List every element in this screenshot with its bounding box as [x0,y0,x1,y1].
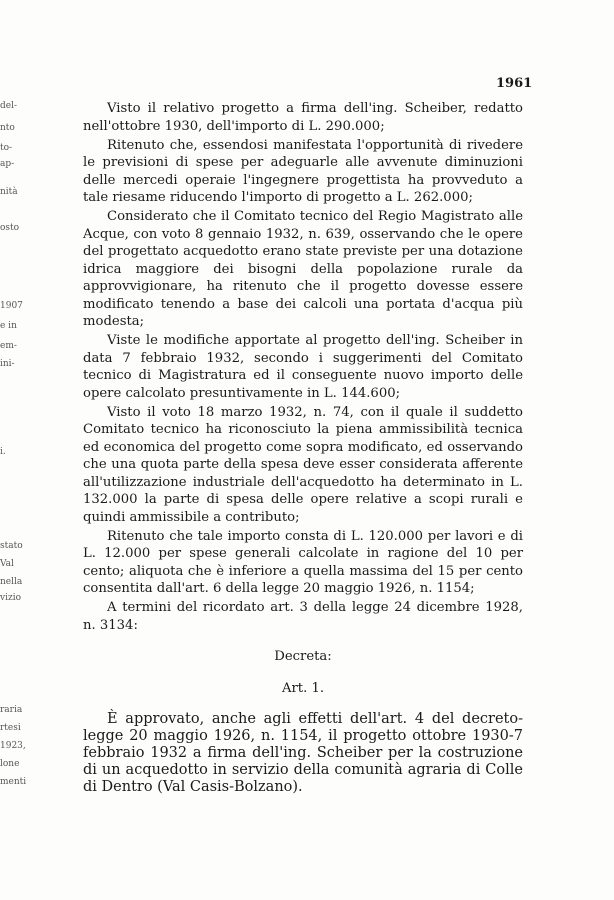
margin-fragment: raria [0,705,23,715]
paragraph: Visto il relativo progetto a firma dell'ing. Scheiber, redatto nell'ottobre 1930, dell'importo di L. 290.000; [83,101,523,134]
margin-fragment: osto [0,223,20,233]
margin-fragment: menti [0,777,27,787]
margin-fragment: nto [0,123,15,133]
margin-fragment: nità [0,187,18,197]
margin-fragment: rtesi [0,723,21,733]
margin-fragment: ini- [0,359,15,369]
margin-fragment: Val [0,559,14,569]
paragraph: A termini del ricordato art. 3 della legge 24 dicembre 1928, n. 3134: [83,600,523,633]
margin-fragment: i. [0,447,6,457]
document-body [83,100,523,798]
margin-fragment: ap- [0,159,15,169]
margin-fragment: 1907 [0,301,23,311]
decreta-heading: Decreta: [274,649,332,664]
margin-fragment: nella [0,577,23,587]
article-heading: Art. 1. [281,680,325,696]
margin-fragment: em- [0,341,17,351]
margin-fragment: del- [0,101,18,111]
page-number: 1961 [496,76,533,91]
margin-fragment: 1923, [0,741,26,751]
margin-fragment: lone [0,759,20,769]
article-text: È approvato, anche agli effetti dell'art. 4 del decreto-legge 20 maggio 1926, n. 1154, il progetto ottobre 1930-7 febbraio 1932 a firma dell'ing. Scheiber per la costruzione di un acquedotto in servizio della comunità agraria di Colle di Dentro (Val Casis-Bolzano). [83,711,523,795]
margin-fragment: e in [0,321,17,331]
paragraph: Ritenuto che tale importo consta di L. 120.000 per lavori e di L. 12.000 per spese generali calcolate in ragione del 10 per cento; aliquota che è inferiore a quella massima del 15 per cento consentita dall'art. 6 della legge 20 maggio 1926, n. 1154; [83,528,523,596]
paragraph: Viste le modifiche apportate al progetto dell'ing. Scheiber in data 7 febbraio 1932, secondo i suggerimenti del Comitato tecnico di Magistratura ed il conseguente nuovo importo delle opere calcolato presuntivamente in L. 144.600; [83,333,523,401]
paragraph: Considerato che il Comitato tecnico del Regio Magistrato alle Acque, con voto 8 gennaio 1932, n. 639, osservando che le opere del progettato acquedotto erano state previste per una dotazione idrica maggiore dei bisogni della popolazione rurale da approvvigionare, ha ritenuto che il progetto dovesse essere modificato tenendo a base dei calcoli una portata d'acqua più modesta; [83,209,523,329]
margin-fragment: vizio [0,593,22,603]
margin-fragment: to- [0,143,13,153]
paragraph: Ritenuto che, essendosi manifestata l'opportunità di rivedere le previsioni di spese per adeguarle alle avvenute diminuzioni delle mercedi operaie l'ingegnere progettista ha provveduto a tale riesame riducendo l'importo di progetto a L. 262.000; [83,137,523,205]
paragraph: Visto il voto 18 marzo 1932, n. 74, con il quale il suddetto Comitato tecnico ha riconosciuto la piena ammissibilità tecnica ed economica del progetto come sopra modificato, ed osservando che una quota parte della spesa deve esser considerata afferente all'utilizzazione industriale dell'acquedotto ha determinato in L. 132.000 la parte di spesa delle opere relative a scopi rurali e quindi ammissibile a contributo; [83,404,523,525]
previous-page-bleed [0,0,36,900]
margin-fragment: stato [0,541,23,551]
